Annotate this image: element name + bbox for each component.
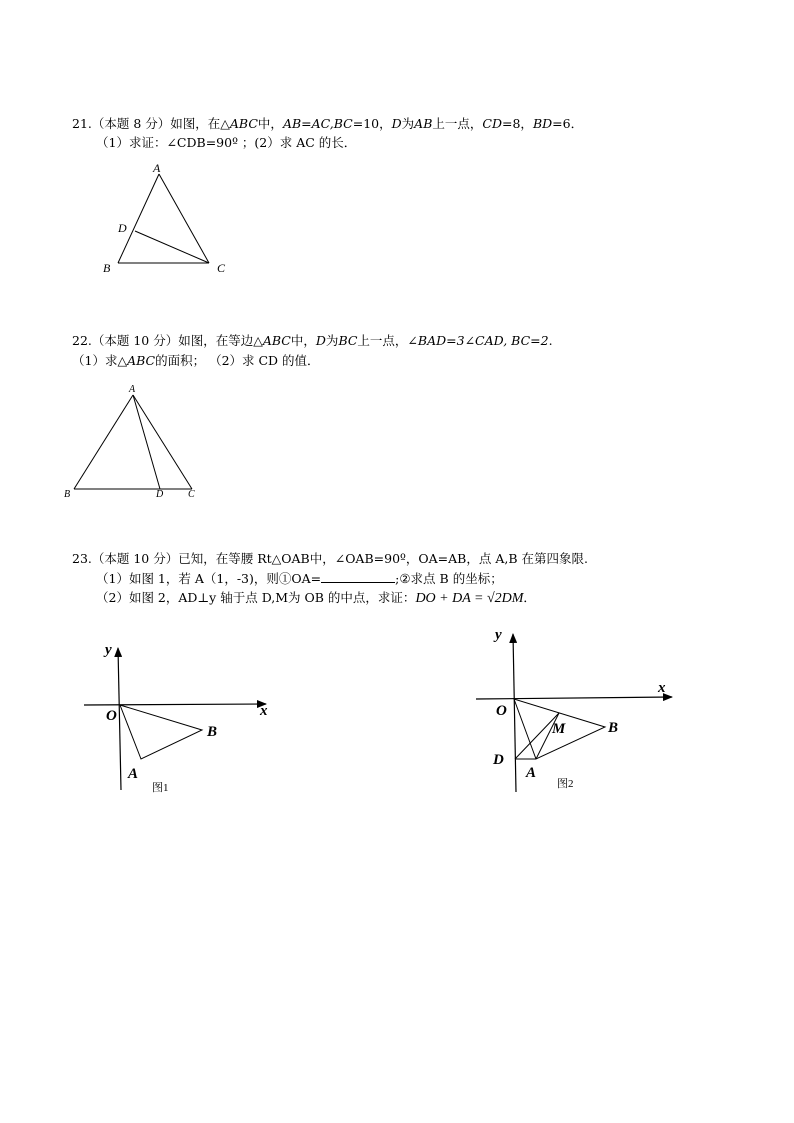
q23-fig2 [470,620,685,800]
q23-line3b: ． [523,590,536,605]
q22-abc: ABC [262,333,291,348]
q21-abc: ABC [229,116,258,131]
q21-bd: BD [532,116,553,131]
q21-segment-cd [135,231,209,263]
answer-blank[interactable] [321,570,395,583]
q22-side-ac [133,395,192,489]
q23-fig2-label-o: O [496,703,507,719]
q22-label-d: D [156,489,164,500]
q22-label-c: C [188,489,195,500]
q21-figure [95,160,235,280]
q23-fig2-label-y: y [495,627,502,643]
q23-fig1 [80,638,280,798]
q21-text: 上一点， [432,116,483,131]
q23-fig1-label-y: y [105,642,112,658]
q21-side-ac [159,174,209,263]
q22-side-ab [74,395,133,489]
q23-line3 [96,590,536,607]
q22-cond: BAD=3∠CAD, BC=2 [417,333,549,348]
q21-line2: （1）求证：∠CDB=90º ；(2）求 AC 的长． [96,135,357,150]
q22-bc: BC [338,333,358,348]
q22-line2 [72,353,320,369]
q23-fig1-label-b: B [207,724,218,740]
q22-head: 22.（本题 10 分）如图，在等边△ [72,333,263,348]
q23-fig1-y-axis [118,648,121,790]
q23-fig1-label-o: O [106,708,117,724]
q21-text: =8， [502,116,533,131]
q23-fig2-label-m: M [552,721,566,737]
q23-fig2-label-b: B [608,720,619,736]
q23-fig1-caption: 图1 [152,782,169,794]
q23-line3a: （2）如图 2，AD⊥y 轴于点 D,M为 OB 的中点，求证： [96,590,416,605]
q21-text: 中， [257,116,283,131]
q23-line2b: ;②求点 B 的坐标； [395,571,503,586]
q23-fig2-caption: 图2 [557,778,574,790]
q22-text: . [548,333,553,348]
q22-text: 上一点，∠ [357,333,418,348]
q23-fig2-x-axis [476,697,672,699]
q21-label-a: A [153,161,161,175]
q23-fig2-label-a: A [526,765,537,781]
q21-line1 [72,116,583,132]
q21-text: =10， [352,116,392,131]
q21-label-c: C [217,261,226,275]
q23-fig1-label-a: A [128,766,139,782]
q21-text: =6． [552,116,584,131]
q23-line2a: （1）如图 1，若 A（1，-3)，则①OA= [96,571,322,586]
q21-cd: CD [482,116,502,131]
q22-d: D [315,333,326,348]
q23-line1: 23.（本题 10 分）已知，在等腰 Rt△OAB中，∠OAB=90º，OA=AB，点 A,B 在第四象限. [72,551,588,566]
q21-d: D [391,116,402,131]
q21-cond1: AB=AC,BC [282,116,353,131]
q21-label-b: B [103,261,111,275]
q21-label-d: D [118,221,127,235]
q22-text: 中， [290,333,316,348]
q21-head: 21.（本题 8 分）如图，在△ [72,116,230,131]
q22-label-b: B [64,489,71,500]
q22-line2c: 的面积； （2）求 CD 的值． [155,353,320,368]
q23-line2 [96,570,503,587]
q22-line2a: （1）求△ [72,353,128,368]
q23-fig1-triangle [120,705,202,759]
q21-text: 为 [401,116,415,131]
q22-label-a: A [129,384,136,395]
q23-fig1-label-x: x [260,703,268,719]
q21-ab: AB [414,116,433,131]
q22-text: 为 [325,333,339,348]
q23-fig2-label-x: x [658,680,666,696]
q22-segment-ad [133,395,160,489]
q23-fig1-x-axis [84,704,266,705]
q23-fig2-label-d: D [493,752,504,768]
q22-line2b: ABC [127,353,156,368]
q22-line1 [72,333,553,349]
q22-figure [60,380,210,505]
q21-side-ab [118,174,159,263]
q23-formula: DO + DA = √2DM [415,591,524,606]
q23-fig2-y-axis [513,634,516,792]
